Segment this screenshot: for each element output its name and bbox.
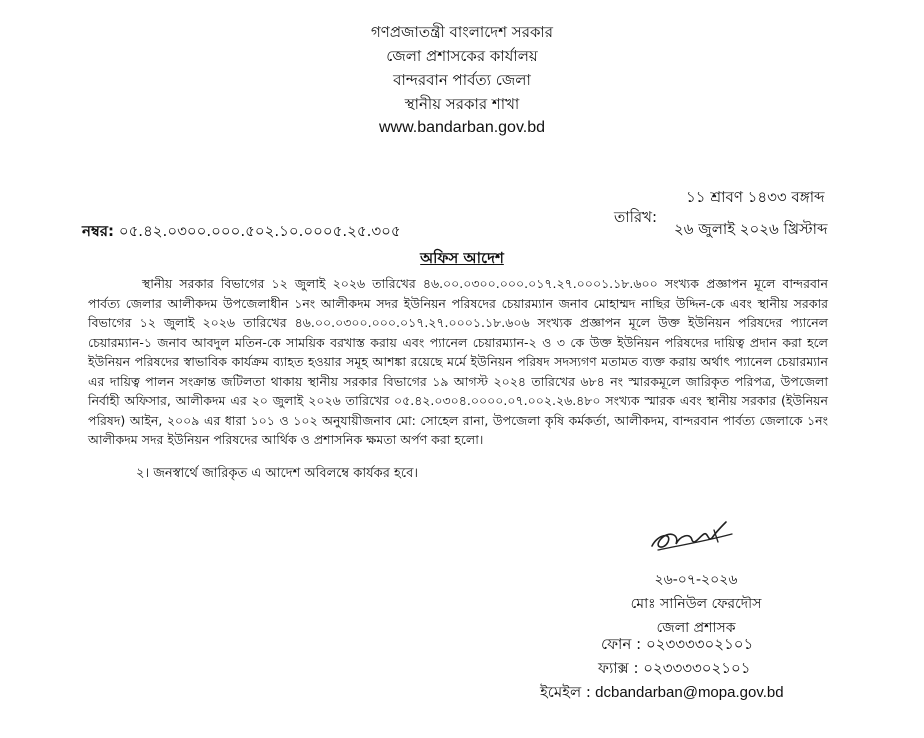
signatory-name: মোঃ সানিউল ফেরদৌস (630, 596, 762, 612)
fax-line (598, 657, 751, 682)
email-line (540, 681, 784, 706)
phone-number: ০২৩৩৩৩০২১০১ (641, 635, 754, 653)
government-name: গণপ্রজাতন্ত্রী বাংলাদেশ সরকার (370, 23, 554, 41)
memo-label: নম্বর: (82, 222, 115, 240)
phone-line (601, 633, 753, 658)
order-title: অফিস আদেশ (420, 249, 504, 267)
phone-label: ফোন : (601, 635, 642, 653)
signatory-block (560, 568, 832, 640)
section-name: স্থানীয় সরকার শাখা (404, 95, 520, 113)
memo-number-line (82, 220, 401, 245)
fax-label: ফ্যাক্স : (598, 659, 639, 677)
memo-number: ০৫.৪২.০৩০০.০০০.৫০২.১০.০০০৫.২৫.৩০৫ (114, 222, 401, 240)
order-paragraph-2: ২। জনস্বার্থে জারিকৃত এ আদেশ অবিলম্বে কার্যকর হবে। (136, 466, 418, 481)
date-gregorian: ২৬ জুলাই ২০২৬ খ্রিস্টাব্দ (674, 220, 828, 238)
signature-date: ২৬-০৭-২০২৬ (654, 572, 738, 588)
fax-number: ০২৩৩৩৩০২১০১ (638, 659, 751, 677)
handwritten-signature (646, 512, 738, 560)
email-label: ইমেইল : (540, 683, 591, 701)
document-header (0, 22, 924, 142)
website-url: www.bandarban.gov.bd (378, 119, 546, 136)
order-paragraph-1: স্থানীয় সরকার বিভাগের ১২ জুলাই ২০২৬ তারিখের ৪৬.০০.০৩০০.০০০.০১৭.২৭.০০০১.১৮.৬০০ সংখ্যক প্রজ্ঞাপন মূলে বান্দরবান পার্বত্য জেলার আলীকদম উপজেলাধীন ১নং আলীকদম সদর ইউনিয়ন পরিষদের চেয়ারম্যান জনাব মোহাম্মদ নাছির উদ্দিন-কে এবং স্থানীয় সরকার বিভাগের ১২ জুলাই ২০২৬ তারিখের ৪৬.০০.০৩০০.০০০.০১৭.২৭.০০০১.১৮.৬০৬ সংখ্যক প্রজ্ঞাপন মূলে উক্ত ইউনিয়ন পরিষদের প্যানেল চেয়ারম্যান-১ জনাব আবদুল মতিন-কে সাময়িক বরখাস্ত করায় এবং প্যানেল চেয়ারম্যান-২ ও ৩ কে উক্ত ইউনিয়ন পরিষদের দায়িত্ব প্রদান করা হলে ইউনিয়ন পরিষদের স্বাভাবিক কার্যক্রম ব্যাহত হওয়ার সমূহ আশঙ্কা রয়েছে মর্মে ইউনিয়ন পরিষদ সদস্যগণ মতামত ব্যক্ত করায় অর্থাৎ প্যানেল চেয়ারম্যান এর দায়িত্ব পালন সংক্রান্ত জটিলতা থাকায় স্থানীয় সরকার বিভাগের ১৯ আগস্ট ২০২৪ তারিখের ৬৮৪ নং স্মারকমূলে জারিকৃত পরিপত্র, উপজেলা নির্বাহী অফিসার, আলীকদম এর ২০ জুলাই ২০২৬ তারিখের ০৫.৪২.০৩০৪.০০০০.০৭.০০২.২৬.৪৮০ সংখ্যক স্মারক এবং স্থানীয় সরকার (ইউনিয়ন পরিষদ) আইন, ২০০৯ এর ধারা ১০১ ও ১০২ অনুযায়ীজনাব মো: সোহেল রানা, উপজেলা কৃষি কর্মকর্তা, আলীকদম, বান্দরবান পার্বত্য জেলাকে ১নং আলীকদম সদর ইউনিয়ন পরিষদের আর্থিক ও প্রশাসনিক ক্ষমতা অর্পণ করা হলো। (88, 276, 828, 447)
date-label: তারিখ: (614, 208, 658, 226)
office-name: জেলা প্রশাসকের কার্যালয় (386, 47, 538, 65)
date-bangla: ১১ শ্রাবণ ১৪৩৩ বঙ্গাব্দ (686, 188, 825, 206)
district-name: বান্দরবান পার্বত্য জেলা (393, 71, 531, 89)
signatory-designation: জেলা প্রশাসক (656, 620, 736, 636)
email-address: dcbandarban@mopa.gov.bd (590, 684, 784, 701)
